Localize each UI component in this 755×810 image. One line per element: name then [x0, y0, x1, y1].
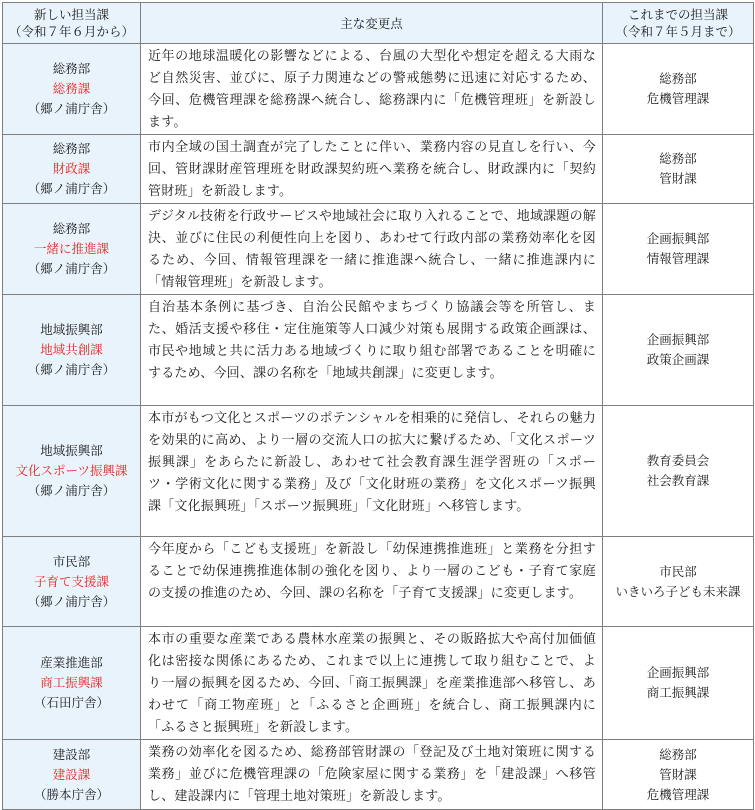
- office-name: （勝本庁舎）: [33, 786, 109, 802]
- header-new-department-title: 新しい担当課: [33, 7, 109, 22]
- section-name: 財政課: [52, 161, 91, 176]
- table-row: [3, 295, 754, 406]
- header-changes: 主な変更点: [141, 3, 603, 44]
- previous-section-2: 危機管理課: [646, 786, 710, 802]
- change-description: 業務の効率化を図るため、総務部管財課の「登記及び土地対策班に関する業務」並びに危機管理課の「危険家屋に関する業務」を「建設課」へ移管し、建設課内に「管理土地対策班」を新設します。: [141, 740, 603, 810]
- previous-division: 企画振興部: [646, 231, 710, 246]
- new-department-cell: [3, 627, 141, 740]
- section-name: 地域共創課: [40, 342, 103, 357]
- previous-department-cell: [603, 44, 754, 135]
- table-row: [3, 204, 754, 295]
- previous-department-cell: [603, 295, 754, 406]
- previous-division: 総務部: [659, 71, 697, 86]
- previous-section: 管財課: [659, 766, 697, 782]
- division-name: 総務部: [52, 221, 91, 236]
- change-description: 本市の重要な産業である農林水産業の振興と、その販路拡大や高付加価値化は密接な関係にあるため、これまで以上に連携して取り組むことで、より一層の振興を図るため、今回、「商工振興課」を産業推進部へ移管し、あわせて「商工物産班」と「ふるさと企画班」を統合し、商工振興課内に「ふるさと振興班」を新設します。: [141, 627, 603, 740]
- change-description: 本市がもつ文化とスポーツのポテンシャルを相乗的に発信し、それらの魅力を効果的に高め、より一層の交流人口の拡大に繋げるため、「文化スポーツ振興課」をあらたに新設し、あわせて社会教育課生涯学習班の「スポーツ・学術文化に関する業務」及び「文化財班の業務」を文化スポーツ振興課「文化振興班」「スポーツ振興班」「文化財班」へ移管します。: [141, 406, 603, 537]
- header-old-department-title: これまでの担当課: [627, 7, 728, 22]
- previous-division: 総務部: [659, 746, 697, 762]
- previous-section: 管財課: [659, 171, 697, 186]
- organization-change-table: [2, 2, 754, 810]
- office-name: （郷ノ浦庁舎）: [27, 593, 116, 609]
- section-name: 商工振興課: [40, 675, 103, 690]
- office-name: （石田庁舎）: [33, 695, 109, 710]
- section-name: 文化スポーツ振興課: [15, 463, 128, 478]
- new-department-cell: [3, 204, 141, 295]
- previous-division: 企画振興部: [646, 665, 710, 680]
- section-name: 子育て支援課: [33, 573, 109, 589]
- office-name: （郷ノ浦庁舎）: [27, 483, 116, 498]
- previous-department-cell: [603, 537, 754, 627]
- table-row: [3, 135, 754, 204]
- office-name: （郷ノ浦庁舎）: [27, 261, 116, 276]
- new-department-cell: [3, 135, 141, 204]
- new-department-cell: [3, 740, 141, 810]
- previous-department-cell: [603, 740, 754, 810]
- division-name: 総務部: [52, 141, 91, 156]
- previous-section: 商工振興課: [646, 685, 710, 700]
- previous-department-cell: [603, 135, 754, 204]
- table-header-row: [3, 3, 754, 44]
- header-new-department-period: （令和７年６月から）: [8, 24, 134, 39]
- new-department-cell: [3, 44, 141, 135]
- previous-division: 総務部: [659, 151, 697, 166]
- new-department-cell: [3, 295, 141, 406]
- table-row: [3, 627, 754, 740]
- new-department-cell: [3, 537, 141, 627]
- section-name: 総務課: [52, 81, 91, 96]
- table-row: [3, 537, 754, 627]
- header-new-department: [3, 3, 141, 44]
- previous-section: 政策企画課: [646, 352, 710, 367]
- office-name: （郷ノ浦庁舎）: [27, 181, 116, 196]
- change-description: 今年度から「こども支援班」を新設し「幼保連携推進班」と業務を分担することで幼保連携推進体制の強化を図り、より一層のこども・子育て家庭の支援の推進のため、今回、課の名称を「子育て支援課」に変更します。: [141, 537, 603, 627]
- previous-section: 社会教育課: [646, 473, 710, 488]
- previous-department-cell: [603, 204, 754, 295]
- office-name: （郷ノ浦庁舎）: [27, 101, 116, 116]
- header-old-department: [603, 3, 754, 44]
- previous-department-cell: [603, 406, 754, 537]
- previous-department-cell: [603, 627, 754, 740]
- division-name: 総務部: [52, 61, 91, 76]
- previous-division: 教育委員会: [646, 453, 710, 468]
- division-name: 建設部: [52, 746, 91, 762]
- table-row: [3, 740, 754, 810]
- division-name: 市民部: [52, 553, 91, 569]
- section-name: 一緒に推進課: [33, 241, 109, 256]
- table-row: [3, 44, 754, 135]
- office-name: （郷ノ浦庁舎）: [27, 362, 116, 377]
- change-description: 市内全域の国土調査が完了したことに伴い、業務内容の見直しを行い、今回、管財課財産管理班を財政課契約班へ業務を統合し、財政課内に「契約管財班」を新設します。: [141, 135, 603, 204]
- previous-section: 危機管理課: [646, 91, 710, 106]
- previous-division: 市民部: [659, 563, 697, 579]
- previous-division: 企画振興部: [646, 332, 710, 347]
- division-name: 産業推進部: [40, 655, 103, 670]
- section-name: 建設課: [52, 766, 91, 782]
- change-description: 近年の地球温暖化の影響などによる、台風の大型化や想定を超える大雨など自然災害、並びに、原子力関連などの警戒態勢に迅速に対応するため、今回、危機管理課を総務課へ統合し、総務課内に「危機管理班」を新設します。: [141, 44, 603, 135]
- change-description: 自治基本条例に基づき、自治公民館やまちづくり協議会等を所管し、また、婚活支援や移住・定住施策等人口減少対策も展開する政策企画課は、市民や地域と共に活力ある地域づくりに取り組む部署であることを明確にするため、今回、課の名称を「地域共創課」に変更します。: [141, 295, 603, 406]
- previous-section: いきいろ子ども未来課: [615, 583, 741, 599]
- change-description: デジタル技術を行政サービスや地域社会に取り入れることで、地域課題の解決、並びに住民の利便性向上を図り、あわせて行政内部の業務効率化を図るため、今回、情報管理課を一緒に推進課へ統合し、一緒に推進課内に「情報管理班」を新設します。: [141, 204, 603, 295]
- new-department-cell: [3, 406, 141, 537]
- table-row: [3, 406, 754, 537]
- division-name: 地域振興部: [40, 443, 103, 458]
- division-name: 地域振興部: [40, 322, 103, 337]
- header-old-department-period: （令和７年５月まで）: [615, 24, 741, 39]
- previous-section: 情報管理課: [646, 251, 710, 266]
